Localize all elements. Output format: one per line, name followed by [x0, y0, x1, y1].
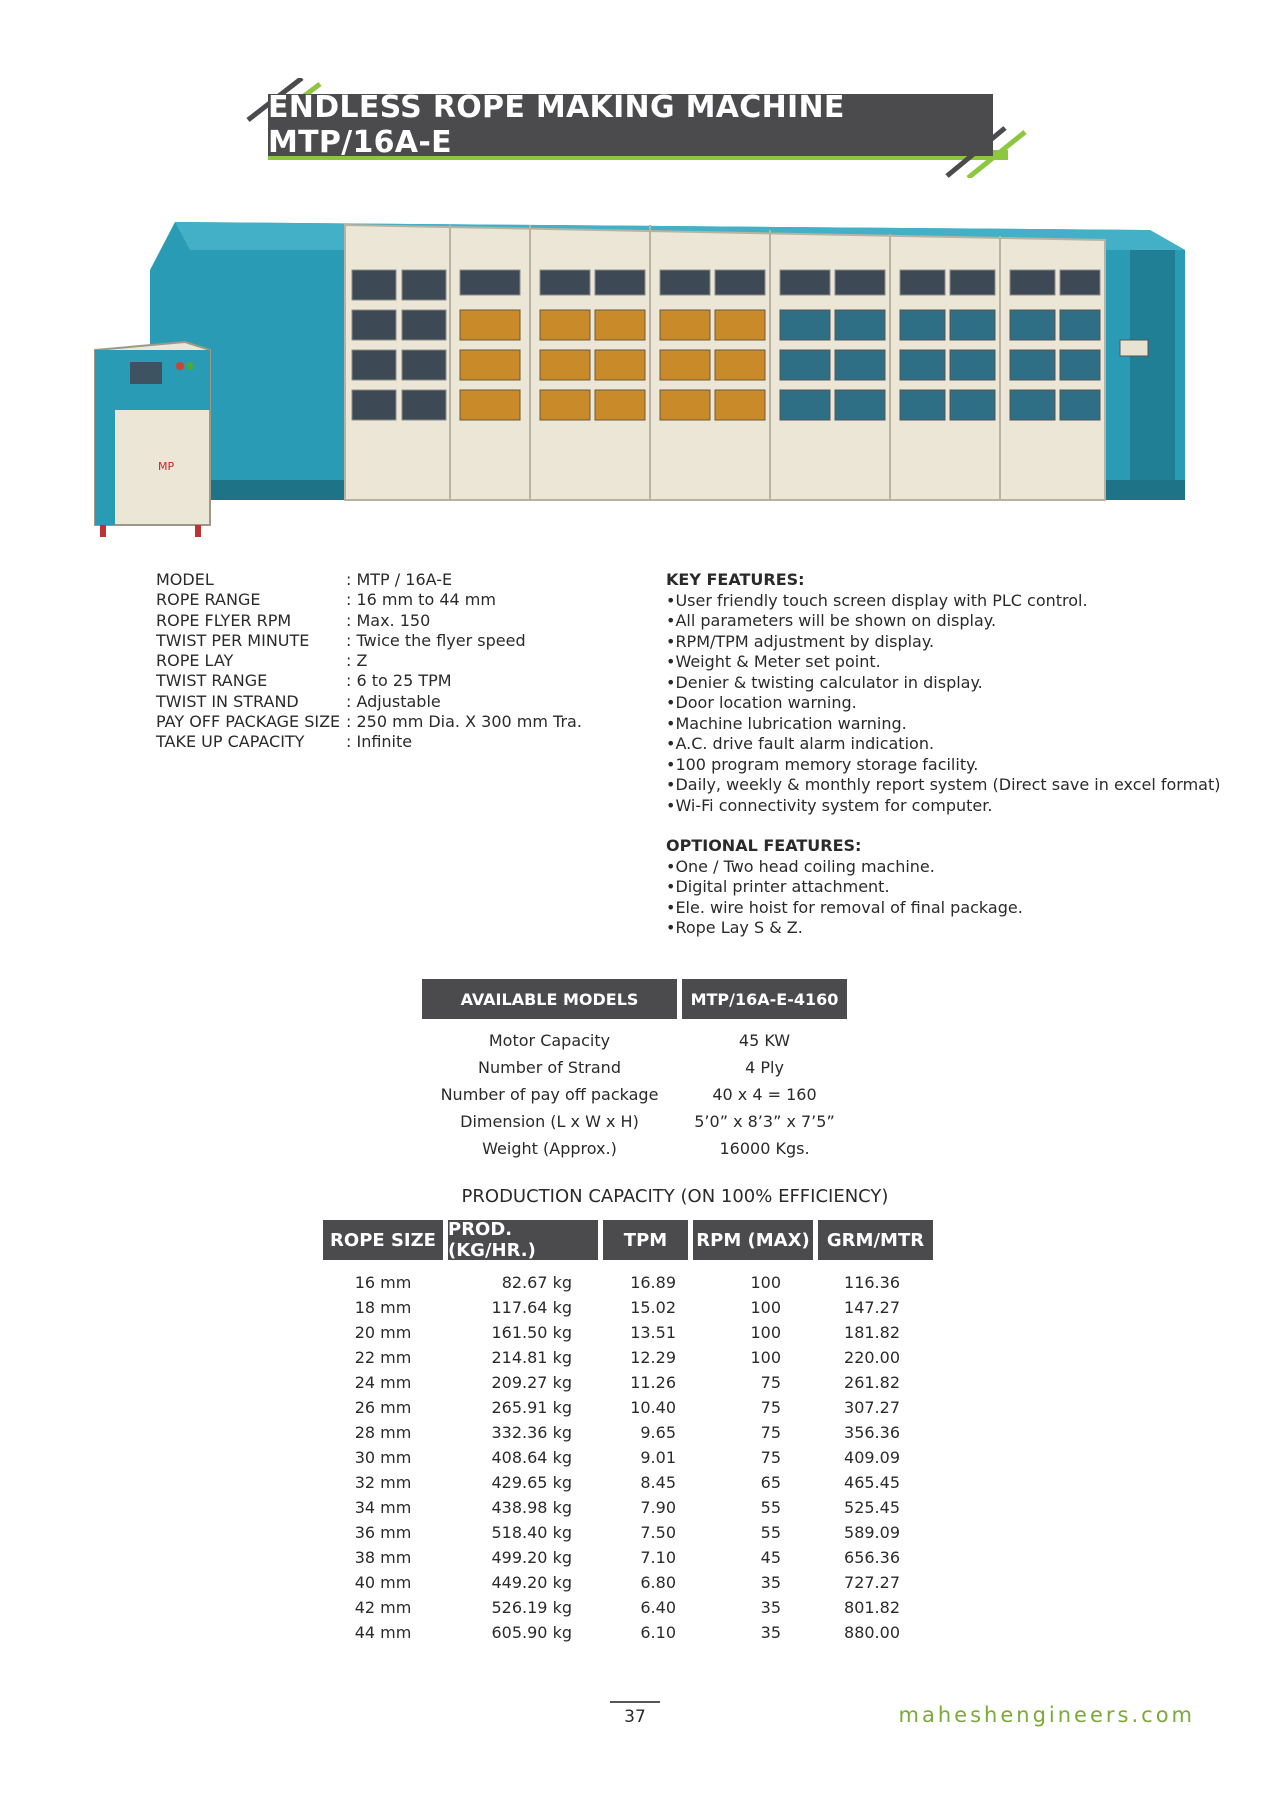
table-cell: 24 mm [354, 1373, 412, 1392]
optional-features-heading: OPTIONAL FEATURES: [666, 836, 862, 855]
table-row: Number of Strand 4 Ply [478, 1058, 784, 1077]
optional-feature-item: • Digital printer attachment. [666, 877, 1221, 898]
feature-item: • Door location warning. [666, 693, 1221, 714]
table-cell: 6.10 [640, 1623, 676, 1642]
optional-feature-item: • One / Two head coiling machine. [666, 857, 1221, 878]
table-cell: 265.91 kg [491, 1398, 572, 1417]
table-row [323, 1345, 933, 1370]
table-cell: 161.50 kg [491, 1323, 572, 1342]
table-row [323, 1395, 933, 1420]
table-row [323, 1570, 933, 1595]
table-row [323, 1620, 933, 1645]
optional-feature-item: • Ele. wire hoist for removal of final package. [666, 898, 1221, 919]
table-cell: 42 mm [354, 1598, 412, 1617]
machine-image [90, 210, 1200, 550]
table-cell: 656.36 [844, 1548, 900, 1567]
table-cell: 499.20 kg [491, 1548, 572, 1567]
table-cell: 55 [760, 1498, 781, 1517]
feature-item: • Wi-Fi connectivity system for computer. [666, 796, 1221, 817]
table-row: Number of pay off package 40 x 4 = 160 [440, 1085, 817, 1104]
table-cell: 20 mm [354, 1323, 412, 1342]
spec-row: TWIST PER MINUTE : Twice the flyer speed [156, 630, 526, 650]
spec-row: ROPE LAY : Z [156, 651, 368, 671]
table-cell: 589.09 [844, 1523, 900, 1542]
table-row [323, 1295, 933, 1320]
table-cell: 75 [760, 1398, 781, 1417]
column-header: GRM/MTR [818, 1220, 933, 1260]
table-cell: 6.80 [640, 1573, 676, 1592]
table-cell: 438.98 kg [491, 1498, 572, 1517]
table-cell: 36 mm [354, 1523, 412, 1542]
table-cell: 15.02 [630, 1298, 676, 1317]
table-cell: 801.82 [844, 1598, 900, 1617]
table-cell: 307.27 [844, 1398, 900, 1417]
table-row [323, 1320, 933, 1345]
table-cell: 408.64 kg [491, 1448, 572, 1467]
title-banner [240, 78, 1030, 178]
table-cell: 7.90 [640, 1498, 676, 1517]
table-cell: 727.27 [844, 1573, 900, 1592]
feature-item: • User friendly touch screen display with PLC control. [666, 591, 1221, 612]
table-row [323, 1370, 933, 1395]
table-row [323, 1420, 933, 1445]
table-cell: 38 mm [354, 1548, 412, 1567]
table-cell: 40 mm [354, 1573, 412, 1592]
table-cell: 10.40 [630, 1398, 676, 1417]
table-cell: 214.81 kg [491, 1348, 572, 1367]
table-row: Motor Capacity 45 KW [488, 1031, 791, 1050]
feature-item: • Daily, weekly & monthly report system (Direct save in excel format) [666, 775, 1221, 796]
table-cell: 8.45 [640, 1473, 676, 1492]
table-cell: 209.27 kg [491, 1373, 572, 1392]
table-cell: 100 [750, 1298, 781, 1317]
table-cell: 75 [760, 1373, 781, 1392]
spec-row: PAY OFF PACKAGE SIZE : 250 mm Dia. X 300 mm Tra. [156, 712, 582, 732]
table-cell: 12.29 [630, 1348, 676, 1367]
table-cell: 6.40 [640, 1598, 676, 1617]
spec-row: ROPE RANGE : 16 mm to 44 mm [156, 590, 496, 610]
spec-list [156, 570, 582, 753]
table-cell: 100 [750, 1273, 781, 1292]
table-row [323, 1270, 933, 1295]
feature-item: • RPM/TPM adjustment by display. [666, 632, 1221, 653]
website-link[interactable]: maheshengineers.com [898, 1703, 1195, 1727]
svg-text:MP: MP [158, 460, 175, 473]
column-header: RPM (MAX) [693, 1220, 813, 1260]
spec-row: TWIST IN STRAND : Adjustable [156, 691, 441, 711]
table-cell: 605.90 kg [491, 1623, 572, 1642]
table-cell: 518.40 kg [491, 1523, 572, 1542]
table-cell: 30 mm [354, 1448, 412, 1467]
model-code-header: MTP/16A-E-4160 [682, 979, 847, 1019]
feature-item: • Weight & Meter set point. [666, 652, 1221, 673]
table-cell: 526.19 kg [491, 1598, 572, 1617]
feature-item: • A.C. drive fault alarm indication. [666, 734, 1221, 755]
table-cell: 100 [750, 1348, 781, 1367]
table-cell: 75 [760, 1423, 781, 1442]
table-cell: 18 mm [354, 1298, 412, 1317]
key-features-heading: KEY FEATURES: [666, 570, 805, 589]
table-cell: 332.36 kg [491, 1423, 572, 1442]
table-cell: 26 mm [354, 1398, 412, 1417]
column-header: TPM [603, 1220, 688, 1260]
table-cell: 65 [760, 1473, 781, 1492]
table-cell: 356.36 [844, 1423, 900, 1442]
table-cell: 34 mm [354, 1498, 412, 1517]
table-cell: 82.67 kg [501, 1273, 572, 1292]
table-cell: 429.65 kg [491, 1473, 572, 1492]
table-cell: 261.82 [844, 1373, 900, 1392]
features-section [666, 570, 1221, 939]
table-cell: 22 mm [354, 1348, 412, 1367]
table-cell: 409.09 [844, 1448, 900, 1467]
table-cell: 55 [760, 1523, 781, 1542]
table-cell: 13.51 [630, 1323, 676, 1342]
table-cell: 7.10 [640, 1548, 676, 1567]
table-cell: 181.82 [844, 1323, 900, 1342]
column-header: ROPE SIZE [323, 1220, 443, 1260]
feature-item: • 100 program memory storage facility. [666, 755, 1221, 776]
table-cell: 16.89 [630, 1273, 676, 1292]
table-cell: 117.64 kg [491, 1298, 572, 1317]
table-row [323, 1470, 933, 1495]
table-cell: 35 [760, 1623, 781, 1642]
page-number: 37 [610, 1701, 660, 1727]
table-cell: 16 mm [354, 1273, 412, 1292]
table-cell: 880.00 [844, 1623, 900, 1642]
table-row [323, 1595, 933, 1620]
table-cell: 7.50 [640, 1523, 676, 1542]
table-cell: 100 [750, 1323, 781, 1342]
feature-item: • All parameters will be shown on display. [666, 611, 1221, 632]
table-cell: 525.45 [844, 1498, 900, 1517]
spec-row: TAKE UP CAPACITY : Infinite [156, 732, 413, 752]
feature-item: • Denier & twisting calculator in display. [666, 673, 1221, 694]
spec-row: TWIST RANGE : 6 to 25 TPM [156, 671, 452, 691]
column-header: PROD. (KG/HR.) [448, 1220, 598, 1260]
production-title: PRODUCTION CAPACITY (ON 100% EFFICIENCY) [461, 1186, 889, 1207]
table-cell: 147.27 [844, 1298, 900, 1317]
table-cell: 75 [760, 1448, 781, 1467]
table-row [323, 1545, 933, 1570]
feature-item: • Machine lubrication warning. [666, 714, 1221, 735]
table-cell: 9.01 [640, 1448, 676, 1467]
table-cell: 11.26 [630, 1373, 676, 1392]
table-cell: 220.00 [844, 1348, 900, 1367]
table-cell: 28 mm [354, 1423, 412, 1442]
page-title: ENDLESS ROPE MAKING MACHINE MTP/16A-E [268, 94, 993, 156]
table-cell: 116.36 [844, 1273, 900, 1292]
table-row [323, 1495, 933, 1520]
table-cell: 44 mm [354, 1623, 412, 1642]
spec-row: MODEL : MTP / 16A-E [156, 570, 453, 589]
table-cell: 465.45 [844, 1473, 900, 1492]
table-cell: 449.20 kg [491, 1573, 572, 1592]
table-cell: 35 [760, 1598, 781, 1617]
models-table [422, 979, 852, 1162]
production-table [323, 1220, 933, 1645]
table-row: Weight (Approx.) 16000 Kgs. [482, 1139, 810, 1158]
table-cell: 35 [760, 1573, 781, 1592]
table-cell: 45 [760, 1548, 781, 1567]
table-cell: 32 mm [354, 1473, 412, 1492]
table-row [323, 1445, 933, 1470]
optional-feature-item: • Rope Lay S & Z. [666, 918, 1221, 939]
spec-row: ROPE FLYER RPM : Max. 150 [156, 610, 431, 630]
table-cell: 9.65 [640, 1423, 676, 1442]
table-row [323, 1520, 933, 1545]
table-row: Dimension (L x W x H) 5’0” x 8’3” x 7’5” [460, 1112, 835, 1131]
models-header: AVAILABLE MODELS [422, 979, 677, 1019]
